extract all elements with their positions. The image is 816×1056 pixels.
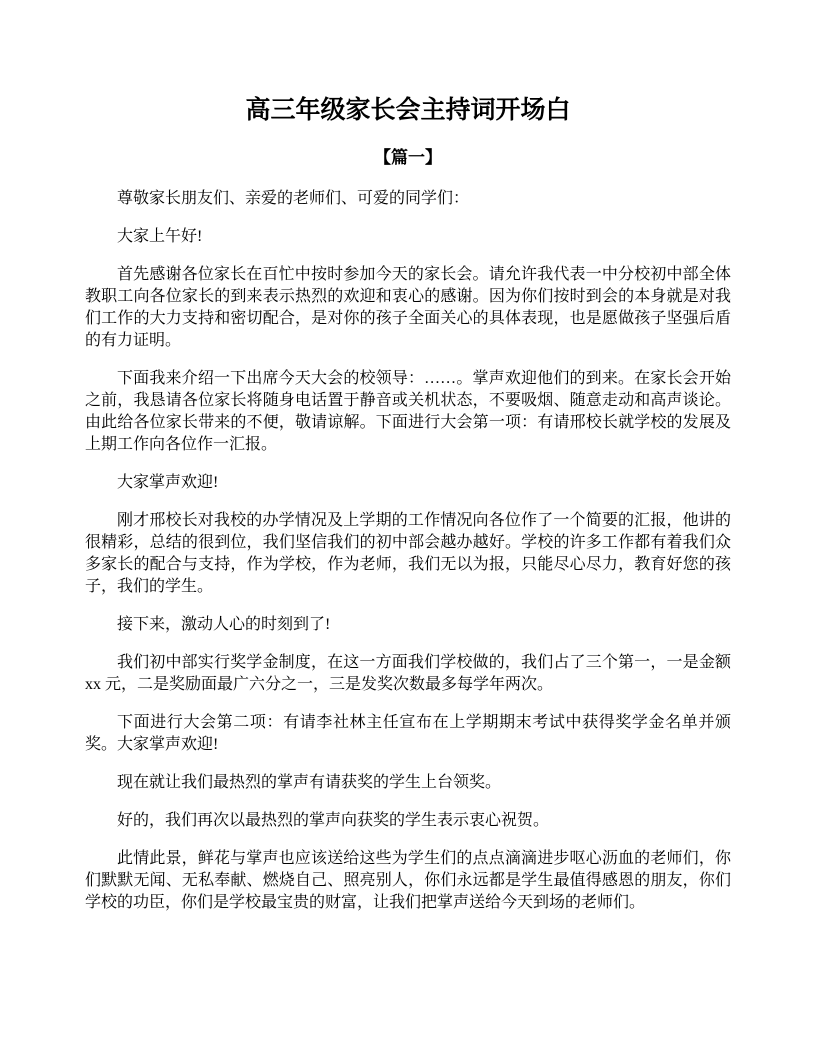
paragraph-teachers-tribute: 此情此景，鲜花与掌声也应该送给这些为学生们的点点滴滴进步呕心沥血的老师们，你们默默无闻、无私奉献、燃烧自己、照亮别人，你们永远都是学生最值得感恩的朋友，你们学校的功臣，你们是学校最宝贵的财富，让我们把掌声送给今天到场的老师们。 bbox=[85, 850, 731, 911]
paragraph-principal-report: 刚才邢校长对我校的办学情况及上学期的工作情况向各位作了一个简要的汇报，他讲的很精彩，总结的很到位，我们坚信我们的初中部会越办越好。学校的许多工作都有着我们众多家长的配合与支持，作为学校，作为老师，我们无以为报，只能尽心尽力，教育好您的孩子，我们的学生。 bbox=[85, 512, 731, 595]
paragraph-congratulations: 好的，我们再次以最热烈的掌声向获奖的学生表示衷心祝贺。 bbox=[117, 812, 550, 829]
paragraph-greeting: 大家上午好! bbox=[117, 228, 203, 245]
paragraph-agenda-item-two: 下面进行大会第二项：有请李社林主任宣布在上学期期末考试中获得奖学金名单并颁奖。大家掌声欢迎! bbox=[85, 714, 731, 753]
paragraph-scholarship-system: 我们初中部实行奖学金制度，在这一方面我们学校做的，我们占了三个第一，一是金额 xx 元，二是奖励面最广六分之一，三是发奖次数最多每学年两次。 bbox=[85, 654, 731, 693]
paragraph-thanks: 首先感谢各位家长在百忙中按时参加今天的家长会。请允许我代表一中分校初中部全体教职工向各位家长的到来表示热烈的欢迎和衷心的感谢。因为你们按时到会的本身就是对我们工作的大力支持和密切配合，是对你的孩子全面关心的具体表现，也是愿做孩子坚强后盾的有力证明。 bbox=[85, 266, 731, 349]
paragraph-salutation: 尊敬家长朋友们、亲爱的老师们、可爱的同学们： bbox=[117, 190, 470, 207]
paragraph-applause-welcome: 大家掌声欢迎! bbox=[117, 474, 219, 491]
paragraph-award-students: 现在就让我们最热烈的掌声有请获奖的学生上台领奖。 bbox=[117, 774, 502, 791]
document-title: 高三年级家长会主持词开场白 bbox=[245, 97, 571, 124]
paragraph-introduction: 下面我来介绍一下出席今天大会的校领导：……。掌声欢迎他们的到来。在家长会开始之前，我恳请各位家长将随身电话置于静音或关机状态，不要吸烟、随意走动和高声谈论。由此给各位家长带来的不便，敬请谅解。下面进行大会第一项：有请邢校长就学校的发展及上期工作向各位作一汇报。 bbox=[85, 370, 731, 453]
paragraph-exciting-moment: 接下来，激动人心的时刻到了! bbox=[117, 616, 331, 633]
section-heading: 【篇一】 bbox=[374, 148, 442, 167]
